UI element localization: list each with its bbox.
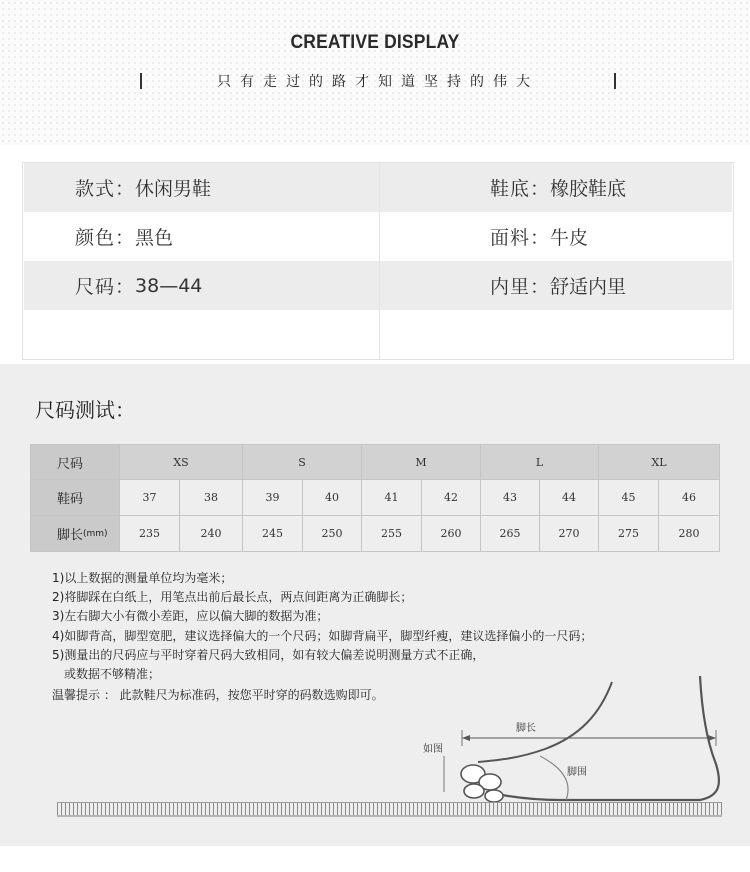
foot-length-cell: 270 xyxy=(540,516,598,551)
spec-right-value: 橡胶鞋底 xyxy=(550,178,627,200)
foot-row-unit: (mm) xyxy=(83,528,108,539)
spec-left-cell xyxy=(75,212,173,261)
note-item: 3)左右脚大小有微小差距，应以偏大脚的数据为准； xyxy=(52,609,329,624)
spec-left-value: 38—44 xyxy=(135,274,203,297)
spec-row xyxy=(24,261,732,310)
spec-row-empty xyxy=(24,310,732,359)
shoe-code-cell: 43 xyxy=(481,480,539,515)
size-cell: L xyxy=(481,445,598,479)
foot-length-cell: 255 xyxy=(362,516,421,551)
spec-right-cell xyxy=(490,261,626,310)
size-cell: S xyxy=(243,445,361,479)
foot-length-cell: 260 xyxy=(422,516,480,551)
size-test-title: 尺码测试： xyxy=(35,398,135,422)
foot-girth-label: 脚围 xyxy=(567,767,587,778)
spec-left-cell xyxy=(75,261,202,310)
foot-length-label: 脚长 xyxy=(516,723,536,734)
foot-row-label-text: 脚长 xyxy=(57,528,84,543)
header-banner xyxy=(0,0,750,145)
header-subtitle: 只有走过的路才知道坚持的伟大 xyxy=(217,74,539,90)
spec-left-value: 黑色 xyxy=(135,227,174,249)
shoe-code-cell: 41 xyxy=(362,480,421,515)
spec-right-value: 牛皮 xyxy=(550,227,589,249)
note-item: 1)以上数据的测量单位均为毫米； xyxy=(52,571,233,585)
spec-left-cell xyxy=(75,163,211,212)
spec-right-label: 面料： xyxy=(490,227,551,249)
note-item: 4)如脚背高，脚型宽肥，建议选择偏大的一个尺码；如脚背扁平，脚型纤瘦，建议选择偏小的一尺码； xyxy=(52,628,593,643)
spec-left-label: 款式： xyxy=(75,178,136,200)
note-tip: 温馨提示 ： 此款鞋尺为标准码，按您平时穿的码数选购即可。 xyxy=(52,688,384,703)
foot-length-cell: 240 xyxy=(180,516,242,551)
note-item: 2)将脚踩在白纸上，用笔点出前后最长点，两点间距离为正确脚长； xyxy=(52,590,413,605)
spec-right-label: 鞋底： xyxy=(490,178,551,200)
foot-illustration xyxy=(0,364,750,846)
header-title: CREATIVE DISPLAY xyxy=(290,32,460,53)
spec-right-cell xyxy=(490,212,588,261)
shoe-code-cell: 40 xyxy=(303,480,361,515)
spec-left-value: 休闲男鞋 xyxy=(135,178,212,200)
foot-length-cell: 245 xyxy=(243,516,302,551)
size-cell: XL xyxy=(599,445,719,479)
toe xyxy=(464,784,484,798)
foot-length-cell: 280 xyxy=(659,516,719,551)
shoe-code-cell: 38 xyxy=(180,480,242,515)
size-test-section xyxy=(0,364,750,846)
spec-right-value: 舒适内里 xyxy=(550,276,627,298)
size-cell: M xyxy=(362,445,480,479)
spec-table xyxy=(22,162,734,360)
shoe-row-label: 鞋码 xyxy=(31,480,119,515)
note-item: 5)测量出的尺码应与平时穿着尺码大致相同，如有较大偏差说明测量方式不正确， xyxy=(52,647,485,662)
foot-length-cell: 265 xyxy=(481,516,539,551)
example-label: 如图 xyxy=(423,744,443,755)
foot-length-cell: 235 xyxy=(120,516,179,551)
shoe-code-cell: 45 xyxy=(599,480,658,515)
note-continuation: 或数据不够精准； xyxy=(64,667,161,682)
shoe-code-cell: 44 xyxy=(540,480,598,515)
ruler xyxy=(57,802,722,816)
spec-row xyxy=(24,163,732,212)
shoe-code-cell: 39 xyxy=(243,480,302,515)
size-row-label: 尺码 xyxy=(31,445,119,479)
shoe-code-cell: 37 xyxy=(120,480,179,515)
foot-length-cell: 250 xyxy=(303,516,361,551)
foot-length-cell: 275 xyxy=(599,516,658,551)
header-subtitle-row xyxy=(140,70,616,92)
spec-left-label: 颜色： xyxy=(75,227,136,249)
toe xyxy=(485,790,503,802)
size-cell: XS xyxy=(120,445,242,479)
shoe-code-cell: 46 xyxy=(659,480,719,515)
ruler-base xyxy=(57,815,722,817)
spec-right-label: 内里： xyxy=(490,276,551,298)
spec-row xyxy=(24,212,732,261)
instep-outline xyxy=(478,682,612,762)
spec-right-cell xyxy=(490,163,626,212)
girth-curve xyxy=(540,756,568,800)
right-bar-divider xyxy=(614,73,616,89)
shoe-code-cell: 42 xyxy=(422,480,480,515)
foot-diagram xyxy=(0,364,750,846)
spec-left-label: 尺码： xyxy=(75,276,136,298)
left-bar-divider xyxy=(140,73,142,89)
